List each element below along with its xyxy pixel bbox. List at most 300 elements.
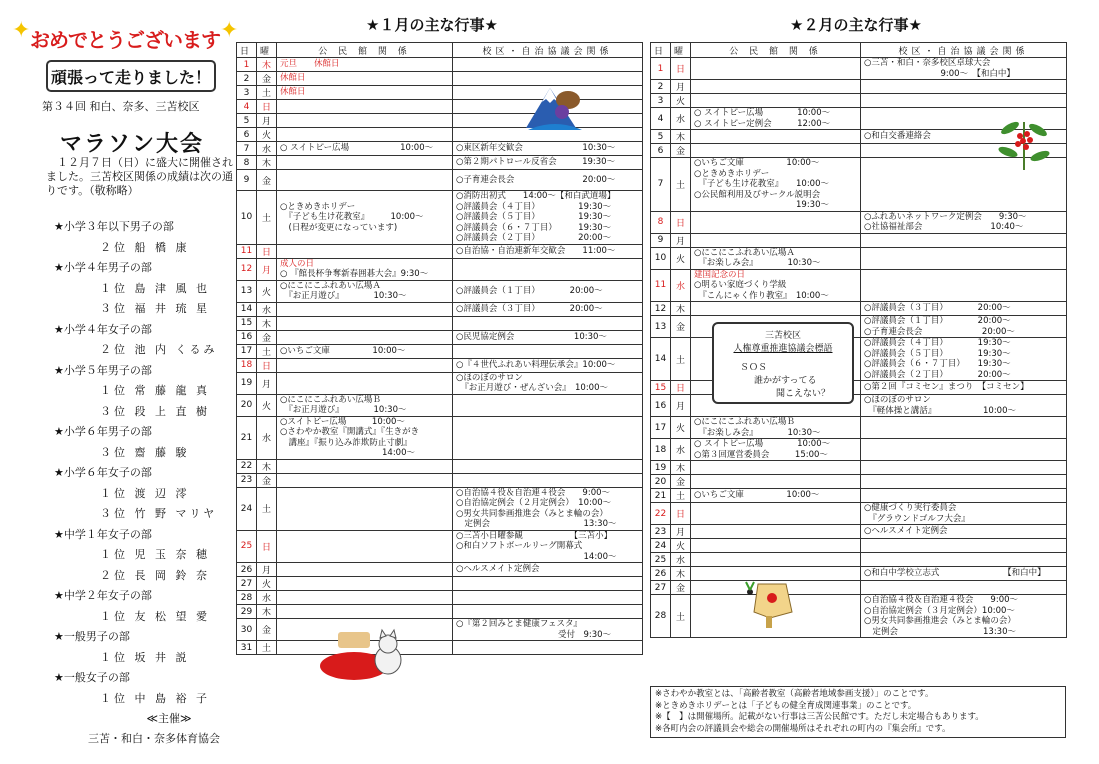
- kominkan-events-cell: [691, 94, 861, 108]
- kominkan-events-cell: [691, 461, 861, 475]
- weekday-cell: 火: [671, 417, 691, 439]
- day-cell: 18: [651, 439, 671, 461]
- calendar-row: [651, 80, 1067, 94]
- weekday-cell: 金: [671, 316, 691, 338]
- day-cell: 31: [237, 641, 257, 655]
- day-cell: 1: [237, 58, 257, 72]
- district-events-cell: [861, 302, 1067, 316]
- event-text: ○評議員会（６・７丁目） 19:30～: [864, 359, 1011, 369]
- event-text: 9:00～ 【和白中】: [864, 68, 1015, 79]
- weekday-cell: 金: [257, 330, 277, 344]
- district-events-cell: [453, 459, 643, 473]
- kominkan-events-cell: [277, 473, 453, 487]
- weekday-cell: 土: [671, 338, 691, 381]
- note-line: ※ときめきホリデーとは「子どもの健全育成関連事業」のことです。: [655, 700, 917, 711]
- event-text: ○男女共同参画推進会（みとま輪の会）: [864, 616, 1016, 626]
- result-entry: １位 島 津 風 也: [100, 281, 210, 295]
- district-events-cell: [861, 525, 1067, 539]
- calendar-row: [237, 258, 643, 280]
- event-text: ○ときめきホリデー: [694, 168, 770, 179]
- kominkan-events-cell: [277, 563, 453, 577]
- result-category: ★一般女子の部: [54, 671, 130, 684]
- january-title: ★１月の主な行事★: [366, 16, 498, 34]
- district-events-cell: [453, 170, 643, 191]
- kominkan-events-cell: [691, 233, 861, 247]
- sos-line2: 人権尊重推進協議会標語: [733, 344, 833, 354]
- calendar-row: [651, 595, 1067, 638]
- weekday-cell: 月: [257, 563, 277, 577]
- kominkan-events-cell: [277, 142, 453, 156]
- kominkan-events-cell: [691, 58, 861, 80]
- event-text: ○にこにこふれあい広場Ａ: [280, 280, 381, 291]
- weekday-cell: 木: [671, 130, 691, 144]
- day-cell: 13: [237, 280, 257, 302]
- kominkan-events-cell: [277, 591, 453, 605]
- kominkan-events-cell: [691, 417, 861, 439]
- day-cell: 16: [651, 395, 671, 417]
- result-category: ★一般男子の部: [54, 630, 130, 643]
- event-text: 『お楽しみ会』 10:30～: [694, 427, 821, 438]
- event-text: ○にこにこふれあい広場Ａ: [694, 247, 795, 258]
- kotatsu-cat-icon: [318, 622, 416, 684]
- weekday-cell: 水: [257, 302, 277, 316]
- intro-text: １２月７日（日）に盛大に開催されました。三苫校区関係の成績は次の通りです。（敬称略）: [46, 156, 233, 197]
- district-events-cell: [861, 475, 1067, 489]
- district-events-cell: [861, 94, 1067, 108]
- kominkan-events-cell: [277, 577, 453, 591]
- event-text: ○にこにこふれあい広場Ｂ: [694, 417, 795, 427]
- district-events-cell: [453, 641, 643, 655]
- calendar-row: [237, 563, 643, 577]
- day-cell: 21: [237, 416, 257, 459]
- district-events-cell: [861, 595, 1067, 638]
- event-text: ○いちご文庫 10:00～: [694, 490, 820, 501]
- district-events-cell: [861, 58, 1067, 80]
- event-text: ○子育連会長会 20:00～: [864, 326, 1015, 337]
- day-cell: 7: [651, 158, 671, 212]
- sparkle-icon: ✦: [220, 18, 239, 43]
- kominkan-events-cell: [277, 372, 453, 394]
- district-events-cell: [861, 439, 1067, 461]
- district-events-cell: [861, 461, 1067, 475]
- kominkan-events-cell: [277, 487, 453, 530]
- district-events-cell: [453, 416, 643, 459]
- event-text: ○ スイトピー広場 10:00～: [694, 439, 831, 449]
- district-events-cell: [453, 302, 643, 316]
- event-text: 受付 9:30～: [456, 629, 612, 640]
- result-category: ★小学３年以下男子の部: [54, 220, 174, 233]
- event-text: ○評議員会（１丁目） 20:00～: [456, 285, 603, 296]
- calendar-row: [237, 372, 643, 394]
- day-cell: 17: [651, 417, 671, 439]
- event-text: ○にこにこふれあい広場Ｂ: [280, 394, 381, 405]
- calendar-row: [651, 302, 1067, 316]
- kominkan-events-cell: [691, 247, 861, 269]
- event-text: 『こんにゃく作り教室』 10:00～: [694, 290, 829, 301]
- kominkan-events-cell: [691, 439, 861, 461]
- district-events-cell: [861, 80, 1067, 94]
- weekday-cell: 月: [671, 80, 691, 94]
- calendar-row: [237, 58, 643, 72]
- calendar-row: [237, 605, 643, 619]
- event-text: ○評議員会（２丁目） 20:00～: [864, 369, 1011, 380]
- kominkan-events-cell: [277, 191, 453, 245]
- kominkan-events-cell: [277, 72, 453, 86]
- header-day: 日: [237, 43, 257, 58]
- event-text: 『子ども生け花教室』 10:00～: [280, 212, 424, 222]
- weekday-cell: 木: [671, 302, 691, 316]
- sparkle-icon: ✦: [12, 18, 31, 43]
- event-text: 講座』『振り込み詐欺防止寸劇』: [280, 437, 412, 448]
- event-text: ○ときめきホリデー: [280, 201, 356, 212]
- result-entry: ２位 長 岡 鈴 奈: [100, 568, 210, 582]
- kominkan-events-cell: [691, 525, 861, 539]
- kominkan-events-cell: [277, 170, 453, 191]
- event-text: ○東区新年交歓会 10:30～: [456, 143, 616, 154]
- district-events-cell: [453, 280, 643, 302]
- congratulations-banner: おめでとうございます: [30, 27, 220, 52]
- sponsor-name: 三苫・和白・奈多体育協会: [88, 732, 220, 745]
- day-cell: 10: [651, 247, 671, 269]
- kominkan-events-cell: [691, 158, 861, 212]
- day-cell: 27: [237, 577, 257, 591]
- kominkan-events-cell: [691, 269, 861, 302]
- event-text: ○ スイトピー広場 10:00～: [280, 143, 434, 154]
- event-text: ○ほのぼのサロン: [864, 395, 931, 405]
- weekday-cell: 日: [671, 381, 691, 395]
- kominkan-events-cell: [277, 156, 453, 170]
- result-entry: ２位 池 内 くるみ: [100, 343, 218, 356]
- calendar-row: [237, 591, 643, 605]
- district-events-cell: [861, 581, 1067, 595]
- event-text: 『軽体操と講話』 10:00～: [864, 405, 1016, 416]
- event-text: 『お正月遊び』 10:30～: [280, 291, 407, 301]
- calendar-row: [237, 619, 643, 641]
- weekday-cell: 木: [257, 459, 277, 473]
- calendar-row: [237, 487, 643, 530]
- event-text: ○評議員会（３丁目） 20:00～: [864, 303, 1011, 314]
- weekday-cell: 金: [257, 170, 277, 191]
- kominkan-events-cell: [277, 605, 453, 619]
- marathon-results-panel: [12, 12, 239, 752]
- sos-line5: 聞こえない？: [776, 389, 831, 399]
- calendar-row: [651, 461, 1067, 475]
- weekday-cell: 月: [257, 258, 277, 280]
- day-cell: 1: [651, 58, 671, 80]
- kominkan-events-cell: [691, 553, 861, 567]
- day-cell: 14: [237, 302, 257, 316]
- day-cell: 25: [237, 530, 257, 563]
- kominkan-events-cell: [277, 394, 453, 416]
- marathon-title: マラソン大会: [60, 132, 205, 157]
- weekday-cell: 金: [671, 144, 691, 158]
- calendar-row: [237, 394, 643, 416]
- event-text: 定例会 13:30～: [864, 626, 1016, 637]
- district-events-cell: [453, 591, 643, 605]
- calendar-row: [237, 577, 643, 591]
- district-events-cell: [861, 489, 1067, 503]
- day-cell: 22: [651, 503, 671, 525]
- event-text: 定例会 13:30～: [456, 519, 617, 529]
- weekday-cell: 日: [257, 100, 277, 114]
- header-school-district: 校区・自治協議会関係: [453, 43, 643, 58]
- weekday-cell: 土: [671, 158, 691, 212]
- day-cell: 15: [651, 381, 671, 395]
- district-events-cell: [861, 567, 1067, 581]
- day-cell: 13: [651, 316, 671, 338]
- district-events-cell: [861, 503, 1067, 525]
- event-text: 14:00～: [456, 551, 617, 562]
- kominkan-events-cell: [277, 258, 453, 280]
- calendar-row: [651, 417, 1067, 439]
- district-events-cell: [861, 211, 1067, 233]
- result-category: ★小学６年女子の部: [54, 466, 152, 479]
- day-cell: 9: [651, 233, 671, 247]
- kominkan-events-cell: [277, 302, 453, 316]
- event-text: ○ふれあいネットワーク定例会 9:30～: [864, 211, 1027, 222]
- result-category: ★中学２年女子の部: [54, 589, 152, 602]
- event-text: ○男女共同参画推進会（みとま輪の会）: [456, 508, 608, 519]
- event-text: ○評議員会（４丁目） 19:30～: [864, 338, 1011, 348]
- header-weekday: 曜: [257, 43, 277, 58]
- sponsor-label: ≪主催≫: [146, 712, 192, 725]
- note-line: ※さわやか教室とは、「高齢者教室（高齢者地域参画支援）」のことです。: [655, 689, 934, 699]
- calendar-row: [651, 247, 1067, 269]
- event-text: ○民児協定例会 10:30～: [456, 331, 607, 342]
- day-cell: 25: [651, 553, 671, 567]
- weekday-cell: 水: [671, 553, 691, 567]
- event-text: ○ヘルスメイト定例会: [864, 526, 948, 537]
- district-events-cell: [453, 619, 643, 641]
- event-text: 14:00～: [280, 448, 415, 458]
- sos-line4: 誰かがすってる: [754, 376, 817, 386]
- day-cell: 27: [651, 581, 671, 595]
- day-cell: 14: [651, 338, 671, 381]
- weekday-cell: 月: [671, 525, 691, 539]
- weekday-cell: 木: [671, 567, 691, 581]
- event-text: 『お正月遊び』 10:30～: [280, 405, 407, 415]
- calendar-row: [651, 211, 1067, 233]
- district-events-cell: [453, 605, 643, 619]
- result-category: ★小学４年女子の部: [54, 322, 152, 336]
- event-text: 『グラウンドゴルフ大会』: [864, 513, 970, 524]
- calendar-row: [651, 567, 1067, 581]
- notes-box: [650, 686, 1066, 738]
- calendar-row: [237, 344, 643, 358]
- event-text: ○和白交番連絡会: [864, 131, 931, 142]
- event-text: 元旦 休館日: [280, 59, 340, 70]
- district-events-cell: [453, 473, 643, 487]
- result-entry: ３位 齋 藤 駿: [100, 445, 190, 459]
- event-text: ○自治協定例会（３月定例会）10:00～: [864, 605, 1015, 616]
- district-events-cell: [861, 338, 1067, 381]
- event-text: ○ヘルスメイト定例会: [456, 564, 540, 575]
- day-cell: 7: [237, 142, 257, 156]
- weekday-cell: 火: [257, 577, 277, 591]
- weekday-cell: 水: [257, 591, 277, 605]
- day-cell: 2: [651, 80, 671, 94]
- weekday-cell: 日: [671, 211, 691, 233]
- kominkan-events-cell: [277, 358, 453, 372]
- event-text: ○子育連会長会 20:00～: [456, 174, 616, 185]
- event-text: ○自治協４役＆自治連４役会 9:00～: [864, 595, 1019, 605]
- event-text: ○ スイトピー広場 10:00～: [694, 108, 831, 118]
- district-events-cell: [861, 269, 1067, 302]
- district-events-cell: [861, 247, 1067, 269]
- district-events-cell: [453, 244, 643, 258]
- kominkan-events-cell: [277, 459, 453, 473]
- weekday-cell: 火: [671, 539, 691, 553]
- header-weekday: 曜: [671, 43, 691, 58]
- weekday-cell: 土: [257, 344, 277, 358]
- event-text: ○公民館利用及びサークル説明会: [694, 189, 821, 200]
- weekday-cell: 木: [257, 58, 277, 72]
- kominkan-events-cell: [277, 58, 453, 72]
- day-cell: 6: [651, 144, 671, 158]
- weekday-cell: 日: [257, 358, 277, 372]
- day-cell: 12: [237, 258, 257, 280]
- february-title: ★２月の主な行事★: [790, 16, 922, 34]
- district-events-cell: [861, 395, 1067, 417]
- district-events-cell: [453, 258, 643, 280]
- kominkan-events-cell: [277, 280, 453, 302]
- day-cell: 3: [651, 94, 671, 108]
- day-cell: 5: [237, 114, 257, 128]
- result-entry: ３位 段 上 直 樹: [100, 404, 210, 418]
- event-text: ○評議員会（６・７丁目） 19:30～: [456, 222, 612, 233]
- district-events-cell: [453, 191, 643, 245]
- day-cell: 23: [651, 525, 671, 539]
- result-entry: ３位 福 井 琉 星: [100, 302, 210, 315]
- kominkan-events-cell: [277, 530, 453, 563]
- day-cell: 26: [237, 563, 257, 577]
- district-events-cell: [861, 539, 1067, 553]
- weekday-cell: 月: [257, 372, 277, 394]
- district-events-cell: [453, 58, 643, 72]
- weekday-cell: 土: [671, 489, 691, 503]
- calendar-row: [237, 316, 643, 330]
- weekday-cell: 日: [671, 58, 691, 80]
- day-cell: 8: [651, 211, 671, 233]
- event-text: ○三苫小日曜参観 【三苫小】: [456, 530, 613, 541]
- subtitle: 第３４回 和白、奈多、三苫校区: [42, 100, 200, 113]
- event-text: 『お正月遊び・ぜんざい会』 10:00～: [456, 383, 608, 393]
- day-cell: 9: [237, 170, 257, 191]
- calendar-row: [237, 280, 643, 302]
- day-cell: 11: [651, 269, 671, 302]
- weekday-cell: 木: [257, 316, 277, 330]
- event-text: ○第３回運営委員会 15:00～: [694, 449, 828, 460]
- district-events-cell: [861, 316, 1067, 338]
- result-entry: １位 渡 辺 澪: [100, 486, 190, 500]
- district-events-cell: [861, 417, 1067, 439]
- weekday-cell: 水: [257, 142, 277, 156]
- district-events-cell: [453, 394, 643, 416]
- weekday-cell: 日: [671, 503, 691, 525]
- day-cell: 19: [237, 372, 257, 394]
- event-text: ○いちご文庫 10:00～: [280, 345, 406, 356]
- kominkan-events-cell: [277, 416, 453, 459]
- kominkan-events-cell: [691, 108, 861, 130]
- weekday-cell: 火: [671, 94, 691, 108]
- day-cell: 12: [651, 302, 671, 316]
- weekday-cell: 土: [257, 487, 277, 530]
- day-cell: 3: [237, 86, 257, 100]
- result-entry: １位 友 松 望 愛: [100, 609, 210, 623]
- result-category: ★小学６年男子の部: [54, 425, 152, 438]
- event-text: ○自治協４役＆自治連４役会 9:00～: [456, 487, 611, 498]
- calendar-row: [651, 525, 1067, 539]
- kominkan-events-cell: [277, 344, 453, 358]
- event-text: ○社協福祉部会 10:40～: [864, 222, 1024, 232]
- kominkan-events-cell: [691, 539, 861, 553]
- event-text: 『お楽しみ会』 10:30～: [694, 258, 821, 268]
- kominkan-events-cell: [691, 144, 861, 158]
- weekday-cell: 月: [257, 114, 277, 128]
- hagoita-paddle-icon: [740, 578, 798, 630]
- calendar-row: [237, 473, 643, 487]
- mount-fuji-treasure-ship-icon: [522, 78, 588, 136]
- calendar-row: [237, 156, 643, 170]
- weekday-cell: 火: [671, 247, 691, 269]
- result-entry: ３位 竹 野 マリヤ: [100, 507, 218, 520]
- district-events-cell: [453, 577, 643, 591]
- weekday-cell: 火: [257, 280, 277, 302]
- event-text: 休館日: [280, 87, 306, 98]
- nandina-berries-icon: [994, 112, 1054, 172]
- day-cell: 26: [651, 567, 671, 581]
- day-cell: 22: [237, 459, 257, 473]
- event-text: ○『４世代ふれあい料理伝承会』10:00～: [456, 359, 616, 370]
- calendar-row: [651, 269, 1067, 302]
- day-cell: 28: [237, 591, 257, 605]
- header-kominkan: 公 民 館 関 係: [691, 43, 861, 58]
- event-text: ○評議員会（２丁目） 20:00～: [456, 233, 612, 243]
- weekday-cell: 日: [257, 244, 277, 258]
- calendar-row: [651, 475, 1067, 489]
- event-text: ○健康づくり実行委員会: [864, 503, 957, 513]
- district-events-cell: [861, 381, 1067, 395]
- day-cell: 10: [237, 191, 257, 245]
- event-text: 『子ども生け花教室』 10:00～: [694, 179, 829, 189]
- event-text: ○ほのぼのサロン: [456, 372, 523, 383]
- day-cell: 8: [237, 156, 257, 170]
- result-category: ★小学５年男子の部: [54, 363, 152, 377]
- day-cell: 28: [651, 595, 671, 638]
- kominkan-events-cell: [691, 302, 861, 316]
- calendar-row: [237, 416, 643, 459]
- calendar-row: [651, 439, 1067, 461]
- calendar-row: [651, 489, 1067, 503]
- event-text: 休館日: [280, 73, 306, 84]
- day-cell: 17: [237, 344, 257, 358]
- day-cell: 29: [237, 605, 257, 619]
- sos-slogan-box: [712, 322, 854, 404]
- result-entry: １位 常 藤 龍 真: [100, 384, 210, 397]
- header-day: 日: [651, 43, 671, 58]
- calendar-row: [237, 170, 643, 191]
- district-events-cell: [453, 142, 643, 156]
- weekday-cell: 金: [257, 619, 277, 641]
- event-text: ○評議員会（４丁目） 19:30～: [456, 201, 612, 212]
- calendar-row: [237, 244, 643, 258]
- weekday-cell: 水: [671, 108, 691, 130]
- day-cell: 18: [237, 358, 257, 372]
- day-cell: 20: [651, 475, 671, 489]
- day-cell: 19: [651, 461, 671, 475]
- day-cell: 16: [237, 330, 257, 344]
- event-text: ○ 『館長杯争奪新春囲碁大会』9:30～: [280, 269, 429, 279]
